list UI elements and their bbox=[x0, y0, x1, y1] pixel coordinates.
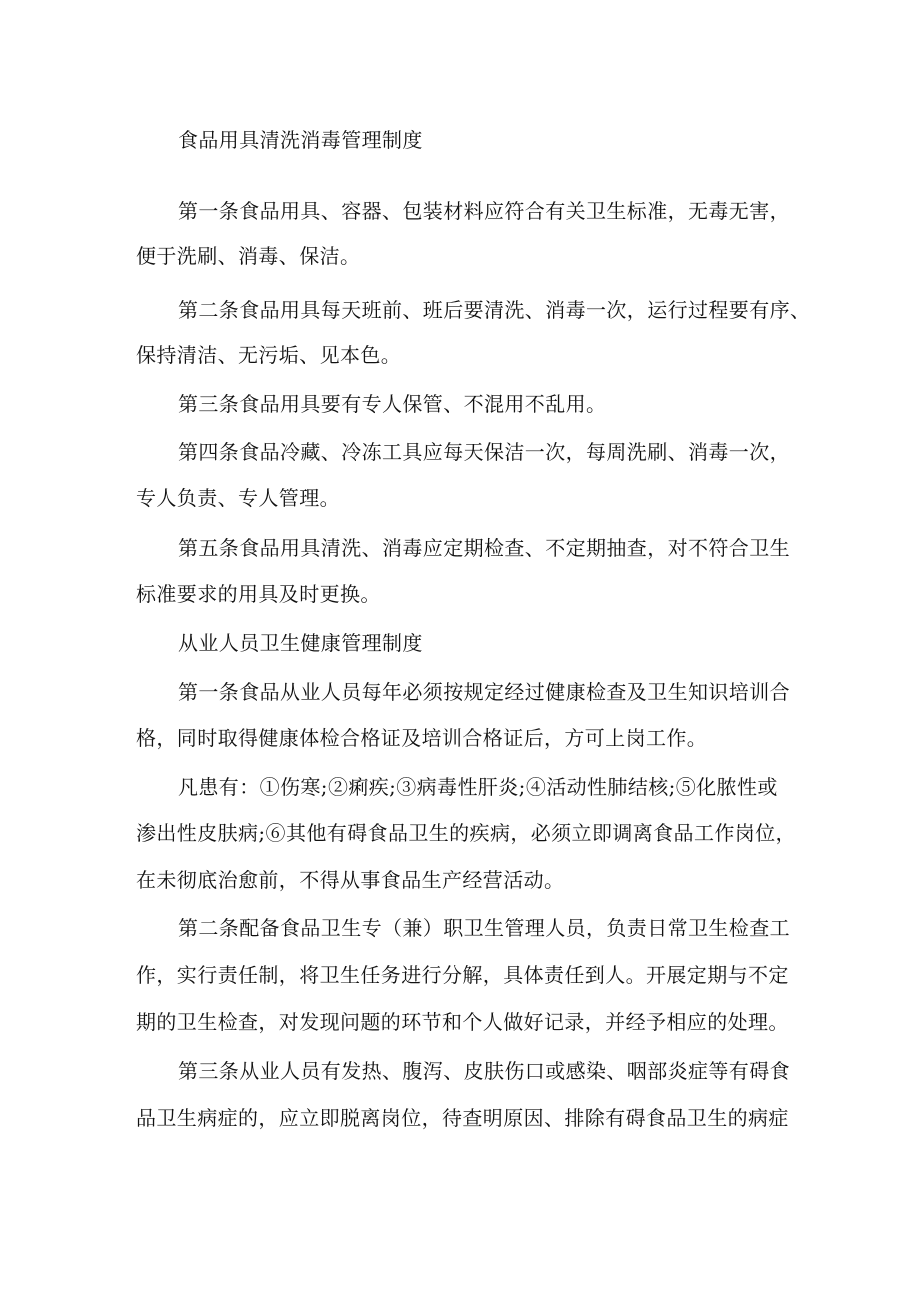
paragraph-line: 第五条食品用具清洗、消毒应定期检查、不定期抽查，对不符合卫生 bbox=[178, 536, 790, 560]
section-title: 从业人员卫生健康管理制度 bbox=[178, 631, 423, 655]
paragraph-line: 期的卫生检查，对发现问题的环节和个人做好记录，并经予相应的处理。 bbox=[136, 1010, 789, 1034]
paragraph-line: 保持清洁、无污垢、见本色。 bbox=[136, 343, 402, 367]
paragraph-line: 专人负责、专人管理。 bbox=[136, 486, 340, 510]
paragraph-line: 品卫生病症的，应立即脱离岗位，待查明原因、排除有碍食品卫生的病症 bbox=[136, 1106, 789, 1130]
paragraph-line: 第一条食品从业人员每年必须按规定经过健康检查及卫生知识培训合 bbox=[178, 680, 790, 704]
paragraph-line: 凡患有：①伤寒;②痢疾;③病毒性肝炎;④活动性肺结核;⑤化脓性或 bbox=[178, 775, 778, 799]
paragraph-line: 第二条食品用具每天班前、班后要清洗、消毒一次，运行过程要有序、 bbox=[178, 298, 811, 322]
paragraph-line: 标准要求的用具及时更换。 bbox=[136, 582, 381, 606]
paragraph-line: 渗出性皮肤病;⑥其他有碍食品卫生的疾病，必须立即调离食品工作岗位， bbox=[136, 821, 796, 845]
paragraph-line: 便于洗刷、消毒、保洁。 bbox=[136, 244, 361, 268]
paragraph-line: 作，实行责任制，将卫生任务进行分解，具体责任到人。开展定期与不定 bbox=[136, 963, 789, 987]
paragraph-line: 第二条配备食品卫生专（兼）职卫生管理人员，负责日常卫生检查工 bbox=[178, 916, 790, 940]
paragraph-line: 第四条食品冷藏、冷冻工具应每天保洁一次，每周洗刷、消毒一次， bbox=[178, 440, 790, 464]
paragraph-line: 第三条从业人员有发热、腹泻、皮肤伤口或感染、咽部炎症等有碍食 bbox=[178, 1059, 790, 1083]
paragraph-line: 在未彻底治愈前，不得从事食品生产经营活动。 bbox=[136, 868, 565, 892]
paragraph-line: 第一条食品用具、容器、包装材料应符合有关卫生标准，无毒无害， bbox=[178, 199, 790, 223]
paragraph-line: 格，同时取得健康体检合格证及培训合格证后，方可上岗工作。 bbox=[136, 726, 708, 750]
section-title: 食品用具清洗消毒管理制度 bbox=[178, 128, 423, 152]
paragraph-line: 第三条食品用具要有专人保管、不混用不乱用。 bbox=[178, 392, 607, 416]
